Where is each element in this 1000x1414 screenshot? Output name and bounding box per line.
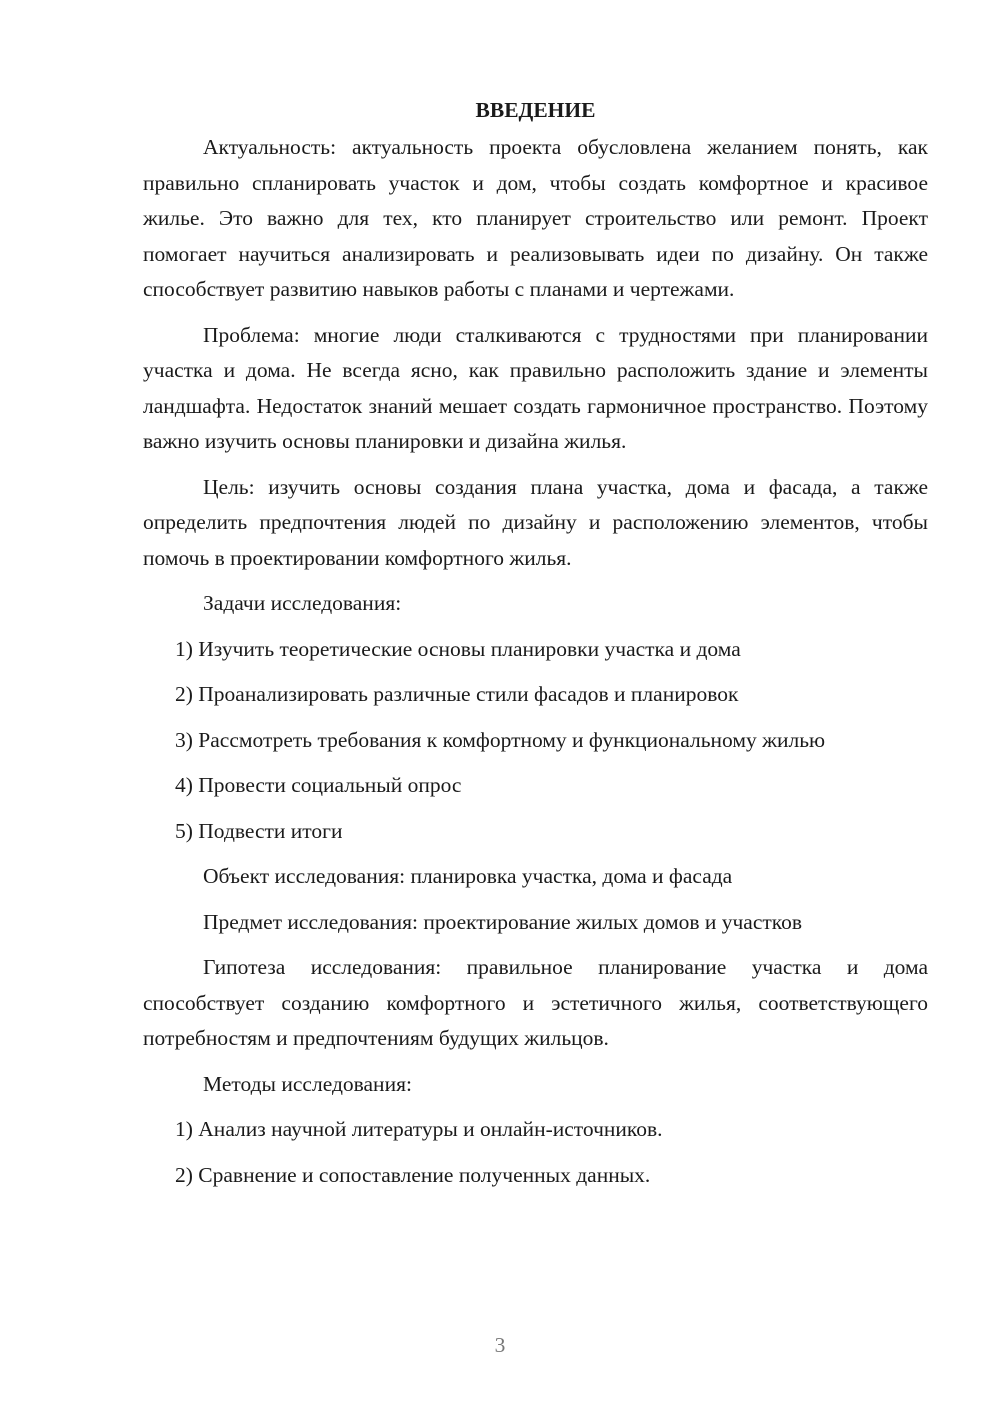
problem-paragraph: Проблема: многие люди сталкиваются с трудностями при планировании участка и дома. Не всегда ясно, как правильно расположить здание и элементы ландшафта. Недостаток знаний мешает создать гармоничное пространство. Поэтому важно изучить основы планировки и дизайна жилья.	[143, 322, 928, 453]
tasks-heading: Задачи исследования:	[203, 591, 402, 615]
subject-paragraph: Предмет исследования: проектирование жилых домов и участков	[203, 909, 803, 934]
methods-heading: Методы исследования:	[203, 1071, 412, 1096]
object-paragraph: Объект исследования: планировка участка, дома и фасада	[203, 864, 733, 888]
relevance-paragraph: Актуальность: актуальность проекта обусловлена желанием понять, как правильно спланировать участок и дом, чтобы создать комфортное и красивое жилье. Это важно для тех, кто планирует строительство или ремонт. Проект помогает научиться анализировать и реализовывать идеи по дизайну. Он также способствует развитию навыков работы с планами и чертежами.	[143, 135, 928, 301]
method-item: 2) Сравнение и сопоставление полученных данных.	[175, 1162, 651, 1187]
task-item: 1) Изучить теоретические основы планировки участка и дома	[175, 636, 741, 661]
task-item: 3) Рассмотреть требования к комфортному и функциональному жилью	[175, 727, 826, 752]
goal-paragraph: Цель: изучить основы создания плана участка, дома и фасада, а также определить предпочтения людей по дизайну и расположению элементов, чтобы помочь в проектировании комфортного жилья.	[143, 474, 928, 570]
document-page	[143, 92, 928, 1203]
task-item: 5) Подвести итоги	[175, 818, 343, 843]
page-number: 3	[494, 1333, 506, 1357]
task-item: 4) Провести социальный опрос	[175, 773, 462, 797]
section-title: ВВЕДЕНИЕ	[475, 98, 596, 122]
method-item: 1) Анализ научной литературы и онлайн-источников.	[175, 1117, 663, 1141]
task-item: 2) Проанализировать различные стили фасадов и планировок	[175, 682, 739, 706]
hypothesis-paragraph: Гипотеза исследования: правильное планирование участка и дома способствует созданию комфортного и эстетичного жилья, соответствующего потребностям и предпочтениям будущих жильцов.	[143, 955, 928, 1050]
